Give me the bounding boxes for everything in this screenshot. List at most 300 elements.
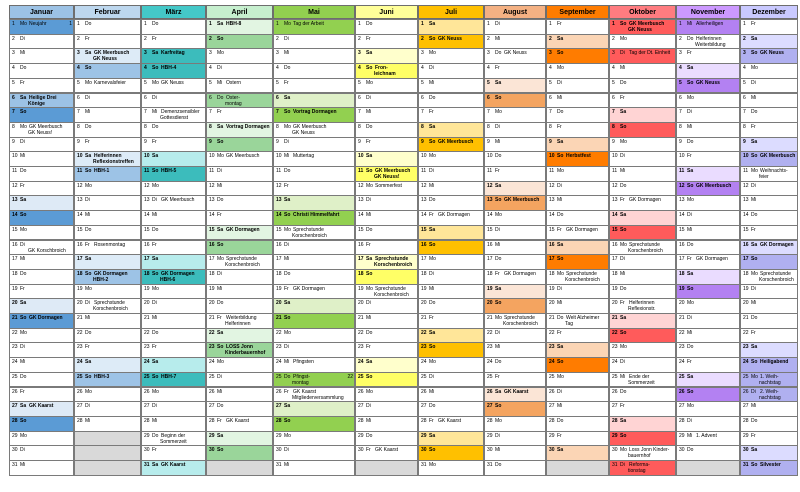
- day-cell[interactable]: [9, 151, 74, 167]
- day-cell[interactable]: [676, 445, 740, 461]
- day-cell[interactable]: [546, 93, 609, 109]
- day-cell[interactable]: [355, 328, 418, 344]
- day-cell[interactable]: [74, 210, 141, 226]
- day-cell[interactable]: [273, 328, 355, 344]
- day-cell[interactable]: [676, 195, 740, 211]
- day-cell[interactable]: [546, 195, 609, 211]
- day-cell[interactable]: [355, 269, 418, 285]
- day-cell[interactable]: [609, 416, 676, 432]
- day-cell[interactable]: [546, 284, 609, 300]
- day-cell[interactable]: [546, 48, 609, 64]
- day-cell[interactable]: [418, 166, 484, 182]
- day-cell[interactable]: [9, 107, 74, 123]
- day-cell[interactable]: [355, 63, 418, 79]
- day-cell[interactable]: [141, 195, 206, 211]
- day-cell[interactable]: [418, 137, 484, 153]
- day-cell[interactable]: [740, 122, 798, 138]
- day-cell[interactable]: [546, 19, 609, 35]
- day-cell[interactable]: [546, 328, 609, 344]
- day-cell[interactable]: [609, 137, 676, 153]
- day-cell[interactable]: [9, 19, 74, 35]
- day-cell[interactable]: [9, 298, 74, 314]
- day-cell[interactable]: [273, 431, 355, 447]
- day-cell[interactable]: [141, 342, 206, 358]
- day-cell[interactable]: [740, 445, 798, 461]
- day-cell[interactable]: [740, 166, 798, 182]
- day-cell[interactable]: [206, 63, 273, 79]
- day-cell[interactable]: [74, 225, 141, 241]
- day-cell[interactable]: [206, 19, 273, 35]
- day-cell[interactable]: [355, 181, 418, 197]
- day-cell[interactable]: [484, 63, 546, 79]
- day-cell[interactable]: [740, 210, 798, 226]
- day-cell[interactable]: [676, 357, 740, 373]
- day-cell[interactable]: [676, 78, 740, 94]
- day-cell[interactable]: [740, 195, 798, 211]
- day-cell[interactable]: [676, 210, 740, 226]
- day-cell[interactable]: [418, 387, 484, 403]
- day-cell[interactable]: [418, 240, 484, 256]
- day-cell[interactable]: [273, 342, 355, 358]
- day-cell[interactable]: [609, 357, 676, 373]
- month-header-0[interactable]: Januar: [9, 5, 74, 19]
- day-cell[interactable]: [676, 34, 740, 50]
- day-cell[interactable]: [676, 240, 740, 256]
- day-cell[interactable]: [74, 181, 141, 197]
- day-cell[interactable]: [273, 284, 355, 300]
- day-cell[interactable]: [74, 137, 141, 153]
- day-cell[interactable]: [676, 269, 740, 285]
- day-cell[interactable]: [74, 122, 141, 138]
- day-cell[interactable]: [273, 254, 355, 270]
- day-cell[interactable]: [9, 431, 74, 447]
- day-cell[interactable]: [676, 107, 740, 123]
- day-cell[interactable]: [546, 269, 609, 285]
- day-cell[interactable]: [546, 63, 609, 79]
- day-cell[interactable]: [355, 372, 418, 388]
- day-cell[interactable]: [9, 372, 74, 388]
- day-cell[interactable]: [418, 416, 484, 432]
- day-cell[interactable]: [546, 151, 609, 167]
- day-cell[interactable]: [355, 78, 418, 94]
- day-cell[interactable]: [141, 19, 206, 35]
- day-cell[interactable]: [74, 78, 141, 94]
- day-cell[interactable]: [418, 431, 484, 447]
- day-cell[interactable]: [418, 63, 484, 79]
- day-cell[interactable]: [676, 166, 740, 182]
- day-cell[interactable]: [355, 122, 418, 138]
- day-cell[interactable]: [740, 342, 798, 358]
- day-cell[interactable]: [484, 416, 546, 432]
- day-cell[interactable]: [141, 240, 206, 256]
- day-cell[interactable]: [609, 254, 676, 270]
- day-cell[interactable]: [9, 254, 74, 270]
- day-cell[interactable]: [273, 34, 355, 50]
- day-cell[interactable]: [74, 93, 141, 109]
- day-cell[interactable]: [546, 137, 609, 153]
- day-cell[interactable]: [546, 122, 609, 138]
- day-cell[interactable]: [676, 416, 740, 432]
- day-cell[interactable]: [676, 254, 740, 270]
- day-cell[interactable]: [74, 63, 141, 79]
- day-cell[interactable]: [273, 298, 355, 314]
- day-cell[interactable]: [141, 284, 206, 300]
- day-cell[interactable]: [9, 284, 74, 300]
- day-cell[interactable]: [273, 19, 355, 35]
- month-header-2[interactable]: März: [141, 5, 206, 19]
- day-cell[interactable]: [740, 63, 798, 79]
- day-cell[interactable]: [484, 431, 546, 447]
- day-cell[interactable]: [740, 48, 798, 64]
- day-cell[interactable]: [546, 254, 609, 270]
- day-cell[interactable]: [484, 284, 546, 300]
- day-cell[interactable]: [740, 269, 798, 285]
- day-cell[interactable]: [206, 445, 273, 461]
- day-cell[interactable]: [418, 19, 484, 35]
- day-cell[interactable]: [273, 93, 355, 109]
- day-cell[interactable]: [74, 19, 141, 35]
- day-cell[interactable]: [355, 34, 418, 50]
- day-cell[interactable]: [740, 225, 798, 241]
- day-cell[interactable]: [9, 342, 74, 358]
- day-cell[interactable]: [74, 328, 141, 344]
- day-cell[interactable]: [484, 210, 546, 226]
- day-cell[interactable]: [546, 166, 609, 182]
- day-cell[interactable]: [206, 78, 273, 94]
- day-cell[interactable]: [273, 357, 355, 373]
- day-cell[interactable]: [484, 387, 546, 403]
- day-cell[interactable]: [273, 445, 355, 461]
- day-cell[interactable]: [484, 166, 546, 182]
- day-cell[interactable]: [484, 401, 546, 417]
- day-cell[interactable]: [355, 445, 418, 461]
- day-cell[interactable]: [273, 269, 355, 285]
- day-cell[interactable]: [141, 372, 206, 388]
- day-cell[interactable]: [546, 416, 609, 432]
- day-cell[interactable]: [546, 445, 609, 461]
- day-cell[interactable]: [740, 372, 798, 388]
- day-cell[interactable]: [206, 137, 273, 153]
- day-cell[interactable]: [609, 63, 676, 79]
- day-cell[interactable]: [141, 460, 206, 476]
- day-cell[interactable]: [676, 225, 740, 241]
- day-cell[interactable]: [609, 181, 676, 197]
- day-cell[interactable]: [546, 387, 609, 403]
- day-cell[interactable]: [206, 298, 273, 314]
- day-cell[interactable]: [141, 254, 206, 270]
- day-cell[interactable]: [355, 254, 418, 270]
- day-cell[interactable]: [676, 342, 740, 358]
- day-cell[interactable]: [74, 254, 141, 270]
- day-cell[interactable]: [740, 313, 798, 329]
- day-cell[interactable]: [484, 460, 546, 476]
- day-cell[interactable]: [484, 93, 546, 109]
- day-cell[interactable]: [273, 416, 355, 432]
- day-cell[interactable]: [355, 401, 418, 417]
- day-cell[interactable]: [9, 48, 74, 64]
- day-cell[interactable]: [141, 34, 206, 50]
- day-cell[interactable]: [484, 137, 546, 153]
- day-cell[interactable]: [141, 225, 206, 241]
- day-cell[interactable]: [484, 19, 546, 35]
- day-cell[interactable]: [141, 269, 206, 285]
- day-cell[interactable]: [9, 225, 74, 241]
- day-cell[interactable]: [9, 34, 74, 50]
- day-cell[interactable]: [273, 225, 355, 241]
- day-cell[interactable]: [206, 166, 273, 182]
- day-cell[interactable]: [546, 342, 609, 358]
- day-cell[interactable]: [676, 372, 740, 388]
- day-cell[interactable]: [484, 78, 546, 94]
- day-cell[interactable]: [609, 445, 676, 461]
- day-cell[interactable]: [141, 210, 206, 226]
- day-cell[interactable]: [141, 63, 206, 79]
- day-cell[interactable]: [141, 328, 206, 344]
- day-cell[interactable]: [355, 107, 418, 123]
- day-cell[interactable]: [9, 78, 74, 94]
- day-cell[interactable]: [355, 357, 418, 373]
- day-cell[interactable]: [273, 166, 355, 182]
- day-cell[interactable]: [9, 63, 74, 79]
- day-cell[interactable]: [546, 298, 609, 314]
- day-cell[interactable]: [609, 225, 676, 241]
- day-cell[interactable]: [9, 240, 74, 256]
- day-cell[interactable]: [9, 313, 74, 329]
- day-cell[interactable]: [484, 445, 546, 461]
- day-cell[interactable]: [418, 357, 484, 373]
- day-cell[interactable]: [484, 372, 546, 388]
- day-cell[interactable]: [609, 269, 676, 285]
- day-cell[interactable]: [418, 122, 484, 138]
- day-cell[interactable]: [546, 357, 609, 373]
- day-cell[interactable]: [355, 387, 418, 403]
- month-header-8[interactable]: September: [546, 5, 609, 19]
- day-cell[interactable]: [74, 195, 141, 211]
- day-cell[interactable]: [355, 137, 418, 153]
- day-cell[interactable]: [74, 357, 141, 373]
- day-cell[interactable]: [609, 122, 676, 138]
- day-cell[interactable]: [740, 254, 798, 270]
- day-cell[interactable]: [484, 313, 546, 329]
- day-cell[interactable]: [74, 416, 141, 432]
- day-cell[interactable]: [273, 107, 355, 123]
- day-cell[interactable]: [740, 357, 798, 373]
- month-header-1[interactable]: Februar: [74, 5, 141, 19]
- day-cell[interactable]: [355, 48, 418, 64]
- day-cell[interactable]: [206, 122, 273, 138]
- day-cell[interactable]: [273, 48, 355, 64]
- day-cell[interactable]: [9, 181, 74, 197]
- day-cell[interactable]: [609, 313, 676, 329]
- day-cell[interactable]: [546, 401, 609, 417]
- month-header-7[interactable]: August: [484, 5, 546, 19]
- day-cell[interactable]: [418, 313, 484, 329]
- day-cell[interactable]: [484, 195, 546, 211]
- day-cell[interactable]: [206, 93, 273, 109]
- day-cell[interactable]: [74, 48, 141, 64]
- day-cell[interactable]: [9, 137, 74, 153]
- day-cell[interactable]: [9, 401, 74, 417]
- day-cell[interactable]: [418, 225, 484, 241]
- day-cell[interactable]: [418, 210, 484, 226]
- day-cell[interactable]: [141, 298, 206, 314]
- day-cell[interactable]: [418, 151, 484, 167]
- day-cell[interactable]: [206, 328, 273, 344]
- day-cell[interactable]: [418, 93, 484, 109]
- day-cell[interactable]: [609, 210, 676, 226]
- day-cell[interactable]: [676, 387, 740, 403]
- day-cell[interactable]: [740, 107, 798, 123]
- day-cell[interactable]: [74, 401, 141, 417]
- day-cell[interactable]: [74, 107, 141, 123]
- day-cell[interactable]: [273, 313, 355, 329]
- day-cell[interactable]: [676, 313, 740, 329]
- day-cell[interactable]: [141, 122, 206, 138]
- day-cell[interactable]: [9, 122, 74, 138]
- day-cell[interactable]: [546, 431, 609, 447]
- day-cell[interactable]: [273, 460, 355, 476]
- day-cell[interactable]: [740, 416, 798, 432]
- day-cell[interactable]: [273, 240, 355, 256]
- day-cell[interactable]: [609, 195, 676, 211]
- day-cell[interactable]: [609, 401, 676, 417]
- day-cell[interactable]: [273, 387, 355, 403]
- day-cell[interactable]: [609, 372, 676, 388]
- day-cell[interactable]: [355, 298, 418, 314]
- day-cell[interactable]: [418, 181, 484, 197]
- day-cell[interactable]: [206, 431, 273, 447]
- day-cell[interactable]: [546, 34, 609, 50]
- day-cell[interactable]: [206, 195, 273, 211]
- day-cell[interactable]: [418, 254, 484, 270]
- day-cell[interactable]: [418, 298, 484, 314]
- day-cell[interactable]: [74, 298, 141, 314]
- day-cell[interactable]: [740, 298, 798, 314]
- day-cell[interactable]: [740, 431, 798, 447]
- day-cell[interactable]: [740, 93, 798, 109]
- day-cell[interactable]: [206, 387, 273, 403]
- day-cell[interactable]: [676, 151, 740, 167]
- day-cell[interactable]: [141, 166, 206, 182]
- day-cell[interactable]: [484, 342, 546, 358]
- day-cell[interactable]: [484, 225, 546, 241]
- day-cell[interactable]: [546, 240, 609, 256]
- day-cell[interactable]: [141, 416, 206, 432]
- day-cell[interactable]: [609, 151, 676, 167]
- day-cell[interactable]: [546, 181, 609, 197]
- day-cell[interactable]: [9, 387, 74, 403]
- day-cell[interactable]: [740, 460, 798, 476]
- day-cell[interactable]: [141, 181, 206, 197]
- day-cell[interactable]: [484, 240, 546, 256]
- day-cell[interactable]: [355, 284, 418, 300]
- day-cell[interactable]: [206, 48, 273, 64]
- day-cell[interactable]: [141, 401, 206, 417]
- day-cell[interactable]: [546, 210, 609, 226]
- day-cell[interactable]: [74, 313, 141, 329]
- month-header-5[interactable]: Juni: [355, 5, 418, 19]
- day-cell[interactable]: [355, 93, 418, 109]
- day-cell[interactable]: [676, 63, 740, 79]
- day-cell[interactable]: [74, 166, 141, 182]
- day-cell[interactable]: [355, 225, 418, 241]
- day-cell[interactable]: [740, 78, 798, 94]
- day-cell[interactable]: [74, 342, 141, 358]
- day-cell[interactable]: [74, 387, 141, 403]
- day-cell[interactable]: [546, 313, 609, 329]
- month-header-10[interactable]: November: [676, 5, 740, 19]
- day-cell[interactable]: [141, 107, 206, 123]
- day-cell[interactable]: [484, 328, 546, 344]
- day-cell[interactable]: [609, 460, 676, 476]
- day-cell[interactable]: [355, 431, 418, 447]
- day-cell[interactable]: [418, 445, 484, 461]
- day-cell[interactable]: [74, 284, 141, 300]
- day-cell[interactable]: [9, 445, 74, 461]
- day-cell[interactable]: [355, 313, 418, 329]
- day-cell[interactable]: [206, 210, 273, 226]
- month-header-6[interactable]: Juli: [418, 5, 484, 19]
- day-cell[interactable]: [141, 151, 206, 167]
- day-cell[interactable]: [206, 357, 273, 373]
- day-cell[interactable]: [206, 342, 273, 358]
- day-cell[interactable]: [206, 34, 273, 50]
- day-cell[interactable]: [418, 195, 484, 211]
- day-cell[interactable]: [273, 78, 355, 94]
- day-cell[interactable]: [141, 431, 206, 447]
- day-cell[interactable]: [609, 93, 676, 109]
- day-cell[interactable]: [9, 328, 74, 344]
- day-cell[interactable]: [418, 269, 484, 285]
- day-cell[interactable]: [74, 151, 141, 167]
- day-cell[interactable]: [740, 240, 798, 256]
- day-cell[interactable]: [206, 225, 273, 241]
- day-cell[interactable]: [74, 34, 141, 50]
- day-cell[interactable]: [609, 78, 676, 94]
- day-cell[interactable]: [609, 284, 676, 300]
- day-cell[interactable]: [484, 34, 546, 50]
- day-cell[interactable]: [676, 181, 740, 197]
- day-cell[interactable]: [676, 431, 740, 447]
- day-cell[interactable]: [676, 328, 740, 344]
- day-cell[interactable]: [74, 269, 141, 285]
- day-cell[interactable]: [206, 107, 273, 123]
- day-cell[interactable]: [676, 401, 740, 417]
- day-cell[interactable]: [355, 416, 418, 432]
- day-cell[interactable]: [206, 240, 273, 256]
- day-cell[interactable]: [206, 401, 273, 417]
- day-cell[interactable]: [484, 254, 546, 270]
- day-cell[interactable]: [609, 431, 676, 447]
- day-cell[interactable]: [273, 63, 355, 79]
- day-cell[interactable]: [546, 107, 609, 123]
- day-cell[interactable]: [740, 181, 798, 197]
- month-header-9[interactable]: Oktober: [609, 5, 676, 19]
- day-cell[interactable]: [9, 195, 74, 211]
- day-cell[interactable]: [355, 210, 418, 226]
- day-cell[interactable]: [355, 19, 418, 35]
- day-cell[interactable]: [273, 372, 355, 388]
- day-cell[interactable]: [9, 93, 74, 109]
- day-cell[interactable]: [676, 298, 740, 314]
- day-cell[interactable]: [74, 240, 141, 256]
- day-cell[interactable]: [484, 298, 546, 314]
- day-cell[interactable]: [206, 269, 273, 285]
- day-cell[interactable]: [273, 137, 355, 153]
- day-cell[interactable]: [676, 93, 740, 109]
- day-cell[interactable]: [609, 240, 676, 256]
- day-cell[interactable]: [206, 372, 273, 388]
